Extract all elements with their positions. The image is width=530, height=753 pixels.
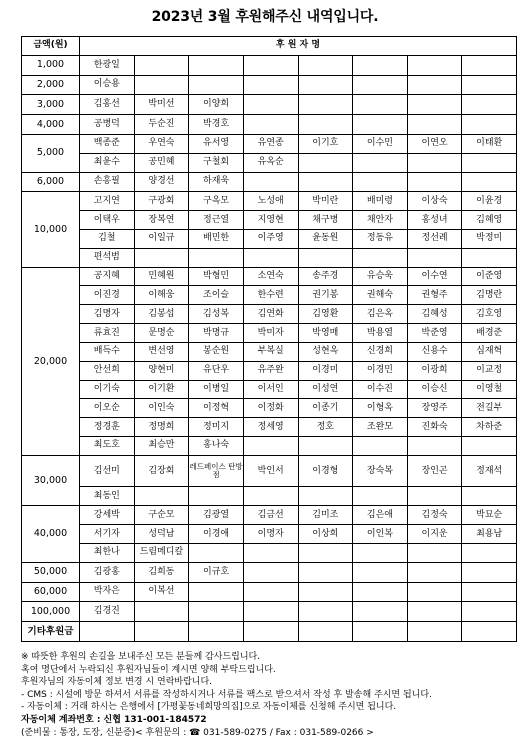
table-row — [22, 134, 517, 153]
donor-name-cell: 공병덕 — [80, 115, 135, 135]
donor-name-cell: 최한나 — [80, 543, 135, 562]
amount-cell: 1,000 — [22, 55, 80, 75]
donor-name-cell — [298, 543, 353, 562]
donor-name-cell: 유연종 — [243, 134, 298, 153]
donor-name-cell: 한수련 — [243, 286, 298, 305]
donor-name-cell — [189, 582, 244, 602]
donor-name-cell: 이해웅 — [134, 286, 189, 305]
donor-name-cell: 김장회 — [134, 455, 189, 487]
donor-name-cell — [353, 487, 408, 506]
amount-cell: 5,000 — [22, 134, 80, 172]
donor-name-cell: 김광열 — [189, 506, 244, 525]
donor-name-cell — [243, 55, 298, 75]
donor-name-cell: 이종기 — [298, 399, 353, 418]
donor-name-cell — [189, 55, 244, 75]
donor-name-cell: 윤동원 — [298, 229, 353, 248]
donor-name-cell — [407, 487, 462, 506]
donor-name-cell: 박정미 — [462, 229, 517, 248]
donor-name-cell: 전길부 — [462, 399, 517, 418]
amount-cell: 30,000 — [22, 455, 80, 505]
donor-name-cell: 이일규 — [134, 229, 189, 248]
donor-name-cell: 지영현 — [243, 211, 298, 230]
amount-cell: 3,000 — [22, 95, 80, 115]
donor-name-cell: 김희동 — [134, 562, 189, 582]
donor-name-cell — [353, 543, 408, 562]
table-row — [22, 562, 517, 582]
donor-name-cell: 이승용 — [80, 75, 135, 95]
donor-name-cell: 김봉섭 — [134, 305, 189, 324]
donor-name-cell: 홍나숙 — [189, 437, 244, 456]
donor-name-cell: 김은애 — [353, 506, 408, 525]
table-row — [22, 286, 517, 305]
donor-name-cell: 이규호 — [189, 562, 244, 582]
amount-cell: 50,000 — [22, 562, 80, 582]
donor-name-cell — [353, 562, 408, 582]
donor-name-cell — [243, 115, 298, 135]
donor-name-cell: 박용열 — [353, 324, 408, 343]
amount-cell: 20,000 — [22, 267, 80, 455]
donor-name-cell: 최용남 — [462, 525, 517, 544]
table-row — [22, 622, 517, 642]
donor-name-cell: 이경미 — [298, 361, 353, 380]
donor-name-cell: 이상희 — [298, 525, 353, 544]
donor-name-cell — [462, 115, 517, 135]
donor-name-cell: 차하준 — [462, 418, 517, 437]
donor-name-cell: 장인곤 — [407, 455, 462, 487]
donor-name-cell — [134, 55, 189, 75]
donor-name-cell — [298, 95, 353, 115]
donor-name-cell: 이경형 — [298, 455, 353, 487]
donor-name-cell: 양경선 — [134, 172, 189, 192]
donor-name-cell: 봉순원 — [189, 342, 244, 361]
note-contact: 후원자님의 자동이체 정보 변경 시 연락바랍니다. — [21, 677, 213, 688]
table-row — [22, 399, 517, 418]
donor-name-cell — [407, 562, 462, 582]
donor-name-cell: 이오순 — [80, 399, 135, 418]
donor-name-cell — [243, 437, 298, 456]
donor-name-cell: 이정혁 — [189, 399, 244, 418]
table-row — [22, 153, 517, 172]
donor-name-cell: 권형주 — [407, 286, 462, 305]
donor-name-cell — [243, 75, 298, 95]
donor-name-cell — [243, 543, 298, 562]
table-row — [22, 248, 517, 267]
header-names: 후 원 자 명 — [80, 37, 517, 56]
table-row — [22, 192, 517, 211]
donor-name-cell — [243, 172, 298, 192]
donor-name-cell: 김호영 — [462, 305, 517, 324]
donor-name-cell: 최승만 — [134, 437, 189, 456]
donor-name-cell — [462, 582, 517, 602]
donor-name-cell: 성현옥 — [298, 342, 353, 361]
donor-name-cell: 신경희 — [353, 342, 408, 361]
table-row — [22, 487, 517, 506]
donor-name-cell: 백종준 — [80, 134, 135, 153]
amount-cell: 40,000 — [22, 506, 80, 562]
donor-name-cell — [243, 248, 298, 267]
donor-name-cell: 박형민 — [189, 267, 244, 286]
donor-name-cell — [353, 602, 408, 622]
donor-name-cell: 소연숙 — [243, 267, 298, 286]
donor-name-cell: 노성애 — [243, 192, 298, 211]
donor-name-cell: 배경준 — [462, 324, 517, 343]
donor-name-cell: 김명란 — [462, 286, 517, 305]
donor-name-cell — [462, 437, 517, 456]
donor-name-cell — [353, 95, 408, 115]
donor-name-cell — [298, 172, 353, 192]
donor-name-cell: 박미선 — [134, 95, 189, 115]
donor-name-cell: 한광일 — [80, 55, 135, 75]
donor-name-cell: 최윤수 — [80, 153, 135, 172]
donor-name-cell: 유단우 — [189, 361, 244, 380]
donor-name-cell: 변선영 — [134, 342, 189, 361]
donor-name-cell — [462, 487, 517, 506]
donor-name-cell: 박자은 — [80, 582, 135, 602]
donor-name-cell: 김혜성 — [407, 305, 462, 324]
donor-name-cell — [298, 487, 353, 506]
donor-name-cell: 이수진 — [353, 380, 408, 399]
donor-name-cell: 채구병 — [298, 211, 353, 230]
donor-name-cell: 이복선 — [134, 582, 189, 602]
donor-name-cell: 김선미 — [80, 455, 135, 487]
donor-name-cell — [298, 153, 353, 172]
donor-name-cell: 김은옥 — [353, 305, 408, 324]
note-thanks: ※ 따뜻한 후원의 손길을 보내주신 모든 분들께 감사드립니다. — [21, 652, 261, 662]
donor-name-cell — [243, 562, 298, 582]
donor-name-cell: 이명자 — [243, 525, 298, 544]
donor-name-cell: 권해숙 — [353, 286, 408, 305]
donor-name-cell: 홍성녀 — [407, 211, 462, 230]
donor-name-cell: 이광희 — [407, 361, 462, 380]
donor-name-cell — [407, 115, 462, 135]
donor-name-cell — [134, 75, 189, 95]
donor-name-cell — [298, 75, 353, 95]
donor-name-cell: 두순진 — [134, 115, 189, 135]
donor-name-cell: 채안자 — [353, 211, 408, 230]
donor-name-cell: 고지연 — [80, 192, 135, 211]
note-omission: 혹여 명단에서 누락되신 후원자님들이 계시면 양해 부탁드립니다. — [21, 664, 276, 675]
donor-name-cell — [353, 622, 408, 642]
donor-name-cell: 권기봉 — [298, 286, 353, 305]
donor-name-cell: 이연오 — [407, 134, 462, 153]
donor-name-cell — [243, 622, 298, 642]
donor-name-cell: 정명희 — [134, 418, 189, 437]
table-row — [22, 455, 517, 487]
donor-name-cell: 정근열 — [189, 211, 244, 230]
donor-name-cell: 레드페이스 탄방점 — [189, 455, 244, 487]
donor-name-cell — [407, 582, 462, 602]
donor-name-cell: 정선례 — [407, 229, 462, 248]
donor-name-cell — [189, 622, 244, 642]
donor-name-cell: 이인복 — [353, 525, 408, 544]
donor-name-cell — [407, 543, 462, 562]
donor-name-cell — [353, 248, 408, 267]
donor-name-cell — [407, 55, 462, 75]
donor-name-cell: 김미조 — [298, 506, 353, 525]
donor-name-cell: 정경훈 — [80, 418, 135, 437]
donor-name-cell: 서기자 — [80, 525, 135, 544]
donor-name-cell: 이정화 — [243, 399, 298, 418]
donor-name-cell: 이성연 — [298, 380, 353, 399]
donor-name-cell — [134, 622, 189, 642]
donor-name-cell: 이주영 — [243, 229, 298, 248]
donor-name-cell: 정동유 — [353, 229, 408, 248]
donor-name-cell: 구광회 — [134, 192, 189, 211]
donor-name-cell — [353, 115, 408, 135]
donor-name-cell — [298, 602, 353, 622]
note-inquiry: (준비물 : 통장, 도장, 신분증)< 후원문의 : ☎ 031-589-0275 / Fax : 031-589-0266 > — [21, 727, 374, 738]
donor-name-cell: 정재석 — [462, 455, 517, 487]
donor-name-cell: 이기숙 — [80, 380, 135, 399]
table-row — [22, 305, 517, 324]
donor-name-cell: 민혜원 — [134, 267, 189, 286]
donor-name-cell — [298, 437, 353, 456]
donor-name-cell: 유승욱 — [353, 267, 408, 286]
donor-name-cell: 류효진 — [80, 324, 135, 343]
donor-name-cell: 편석범 — [80, 248, 135, 267]
donor-name-cell: 이지운 — [407, 525, 462, 544]
donor-name-cell: 이진경 — [80, 286, 135, 305]
donor-name-cell: 부복실 — [243, 342, 298, 361]
donor-name-cell — [80, 622, 135, 642]
donor-name-cell: 유옥순 — [243, 153, 298, 172]
donor-name-cell: 조완모 — [353, 418, 408, 437]
donor-name-cell: 배민한 — [189, 229, 244, 248]
donor-name-cell — [407, 622, 462, 642]
donor-name-cell: 박명규 — [189, 324, 244, 343]
donor-name-cell: 박경호 — [189, 115, 244, 135]
donor-name-cell: 이병일 — [189, 380, 244, 399]
donor-table — [21, 36, 517, 642]
donor-name-cell — [243, 487, 298, 506]
table-row — [22, 361, 517, 380]
donor-name-cell — [353, 75, 408, 95]
donor-name-cell — [298, 622, 353, 642]
donor-name-cell: 박영매 — [298, 324, 353, 343]
donor-name-cell: 문명순 — [134, 324, 189, 343]
donor-name-cell: 심재혁 — [462, 342, 517, 361]
donor-name-cell: 배미령 — [353, 192, 408, 211]
donor-name-cell — [407, 248, 462, 267]
donor-name-cell — [298, 115, 353, 135]
donor-name-cell: 이수민 — [353, 134, 408, 153]
donor-name-cell: 성덕남 — [134, 525, 189, 544]
donor-name-cell: 양현미 — [134, 361, 189, 380]
donor-name-cell: 이윤경 — [462, 192, 517, 211]
table-row — [22, 324, 517, 343]
donor-name-cell — [353, 582, 408, 602]
donor-name-cell — [134, 487, 189, 506]
donor-name-cell: 이수연 — [407, 267, 462, 286]
donor-name-cell: 박인서 — [243, 455, 298, 487]
donor-name-cell: 드림메디칼 — [134, 543, 189, 562]
donor-name-cell — [353, 153, 408, 172]
document-title: 2023년 3월 후원해주신 내역입니다. — [151, 9, 379, 25]
donor-name-cell — [407, 437, 462, 456]
donor-name-cell: 송주경 — [298, 267, 353, 286]
donor-name-cell: 이경애 — [189, 525, 244, 544]
donor-name-cell: 김정숙 — [407, 506, 462, 525]
donor-name-cell — [189, 487, 244, 506]
table-row — [22, 229, 517, 248]
donor-name-cell — [462, 75, 517, 95]
donor-name-cell: 구철회 — [189, 153, 244, 172]
donor-name-cell: 장영주 — [407, 399, 462, 418]
table-row — [22, 55, 517, 75]
donor-name-cell: 배득수 — [80, 342, 135, 361]
donor-name-cell — [298, 248, 353, 267]
donor-name-cell — [462, 248, 517, 267]
donor-name-cell — [407, 95, 462, 115]
account-number: 자동이체 계좌번호 : 신협 131-001-184572 — [21, 714, 207, 725]
donor-name-cell — [353, 172, 408, 192]
table-row — [22, 267, 517, 286]
donor-name-cell — [298, 582, 353, 602]
donor-name-cell: 박미자 — [243, 324, 298, 343]
donor-name-cell: 진화숙 — [407, 418, 462, 437]
donor-name-cell — [407, 75, 462, 95]
donor-name-cell — [407, 153, 462, 172]
donor-name-cell — [462, 602, 517, 622]
donor-name-cell — [462, 153, 517, 172]
donor-name-cell: 김연화 — [243, 305, 298, 324]
donor-name-cell — [353, 437, 408, 456]
donor-name-cell: 구옥모 — [189, 192, 244, 211]
table-header-row — [22, 37, 517, 56]
donor-name-cell: 하재욱 — [189, 172, 244, 192]
donor-name-cell: 이기환 — [134, 380, 189, 399]
donor-name-cell: 정세영 — [243, 418, 298, 437]
table-row — [22, 75, 517, 95]
donor-name-cell: 이택우 — [80, 211, 135, 230]
donor-name-cell: 김영환 — [298, 305, 353, 324]
donor-name-cell: 이영철 — [462, 380, 517, 399]
donor-name-cell: 이서인 — [243, 380, 298, 399]
donor-name-cell: 이양희 — [189, 95, 244, 115]
table-row — [22, 602, 517, 622]
donor-name-cell: 신용수 — [407, 342, 462, 361]
table-row — [22, 437, 517, 456]
notes — [21, 651, 521, 739]
donor-name-cell: 공민혜 — [134, 153, 189, 172]
amount-cell: 60,000 — [22, 582, 80, 602]
donor-name-cell: 구순모 — [134, 506, 189, 525]
donor-name-cell — [243, 602, 298, 622]
donor-name-cell: 김금선 — [243, 506, 298, 525]
note-auto-transfer: - 자동이체 : 거래 하시는 은행에서 [가평꽃동네희망의집]으로 자동이체를 신청해 주시면 됩니다. — [21, 702, 397, 713]
donor-name-cell: 이형옥 — [353, 399, 408, 418]
donor-name-cell — [462, 172, 517, 192]
header-amount: 금액(원) — [22, 37, 80, 56]
donor-name-cell: 이승신 — [407, 380, 462, 399]
donor-name-cell — [134, 248, 189, 267]
donor-name-cell: 유주완 — [243, 361, 298, 380]
donor-name-cell: 우연숙 — [134, 134, 189, 153]
donor-name-cell: 이기호 — [298, 134, 353, 153]
donor-name-cell: 강세박 — [80, 506, 135, 525]
donor-name-cell — [462, 543, 517, 562]
donor-name-cell: 김철 — [80, 229, 135, 248]
donor-name-cell: 김광홍 — [80, 562, 135, 582]
donor-name-cell: 박묘순 — [462, 506, 517, 525]
amount-cell: 기타후원금 — [22, 622, 80, 642]
donor-name-cell: 조이슬 — [189, 286, 244, 305]
table-row — [22, 342, 517, 361]
donor-name-cell: 이준영 — [462, 267, 517, 286]
donor-name-cell: 이교정 — [462, 361, 517, 380]
donor-name-cell: 김명자 — [80, 305, 135, 324]
amount-cell: 10,000 — [22, 192, 80, 267]
table-row — [22, 506, 517, 525]
donor-name-cell: 장숙복 — [353, 455, 408, 487]
amount-cell: 6,000 — [22, 172, 80, 192]
donor-name-cell — [353, 55, 408, 75]
table-row — [22, 211, 517, 230]
donor-name-cell: 김경진 — [80, 602, 135, 622]
table-row — [22, 418, 517, 437]
donor-name-cell — [298, 562, 353, 582]
donor-name-cell — [462, 622, 517, 642]
table-row — [22, 380, 517, 399]
donor-name-cell — [189, 248, 244, 267]
donor-name-cell: 손흥필 — [80, 172, 135, 192]
table-row — [22, 115, 517, 135]
donor-name-cell: 김홍선 — [80, 95, 135, 115]
donor-name-cell: 유서영 — [189, 134, 244, 153]
donor-name-cell — [243, 582, 298, 602]
donor-name-cell — [462, 55, 517, 75]
donor-name-cell — [189, 602, 244, 622]
donor-name-cell — [298, 55, 353, 75]
donor-name-cell — [462, 562, 517, 582]
table-row — [22, 525, 517, 544]
donor-name-cell — [189, 75, 244, 95]
donor-name-cell — [134, 602, 189, 622]
donor-name-cell: 이상숙 — [407, 192, 462, 211]
donor-name-cell — [243, 95, 298, 115]
donor-name-cell — [462, 95, 517, 115]
donor-name-cell: 최동인 — [80, 487, 135, 506]
donor-name-cell: 김혜영 — [462, 211, 517, 230]
donor-name-cell: 김성복 — [189, 305, 244, 324]
donor-name-cell: 이태환 — [462, 134, 517, 153]
donor-name-cell — [189, 543, 244, 562]
donor-name-cell: 공지혜 — [80, 267, 135, 286]
donor-name-cell: 정호 — [298, 418, 353, 437]
donor-name-cell — [407, 172, 462, 192]
amount-cell: 2,000 — [22, 75, 80, 95]
amount-cell: 100,000 — [22, 602, 80, 622]
donor-name-cell: 이인숙 — [134, 399, 189, 418]
donor-name-cell: 박준영 — [407, 324, 462, 343]
table-row — [22, 582, 517, 602]
donor-name-cell: 안선희 — [80, 361, 135, 380]
amount-cell: 4,000 — [22, 115, 80, 135]
table-row — [22, 95, 517, 115]
note-cms: - CMS : 시설에 방문 하셔서 서류를 작성하시거나 서류를 팩스로 받으셔서 작성 후 발송해 주시면 됩니다. — [21, 689, 432, 700]
donor-name-cell: 정미지 — [189, 418, 244, 437]
donor-name-cell: 장복연 — [134, 211, 189, 230]
table-row — [22, 543, 517, 562]
donor-name-cell: 최도호 — [80, 437, 135, 456]
table-row — [22, 172, 517, 192]
donor-name-cell — [407, 602, 462, 622]
donor-name-cell: 박미란 — [298, 192, 353, 211]
donor-name-cell: 이경민 — [353, 361, 408, 380]
